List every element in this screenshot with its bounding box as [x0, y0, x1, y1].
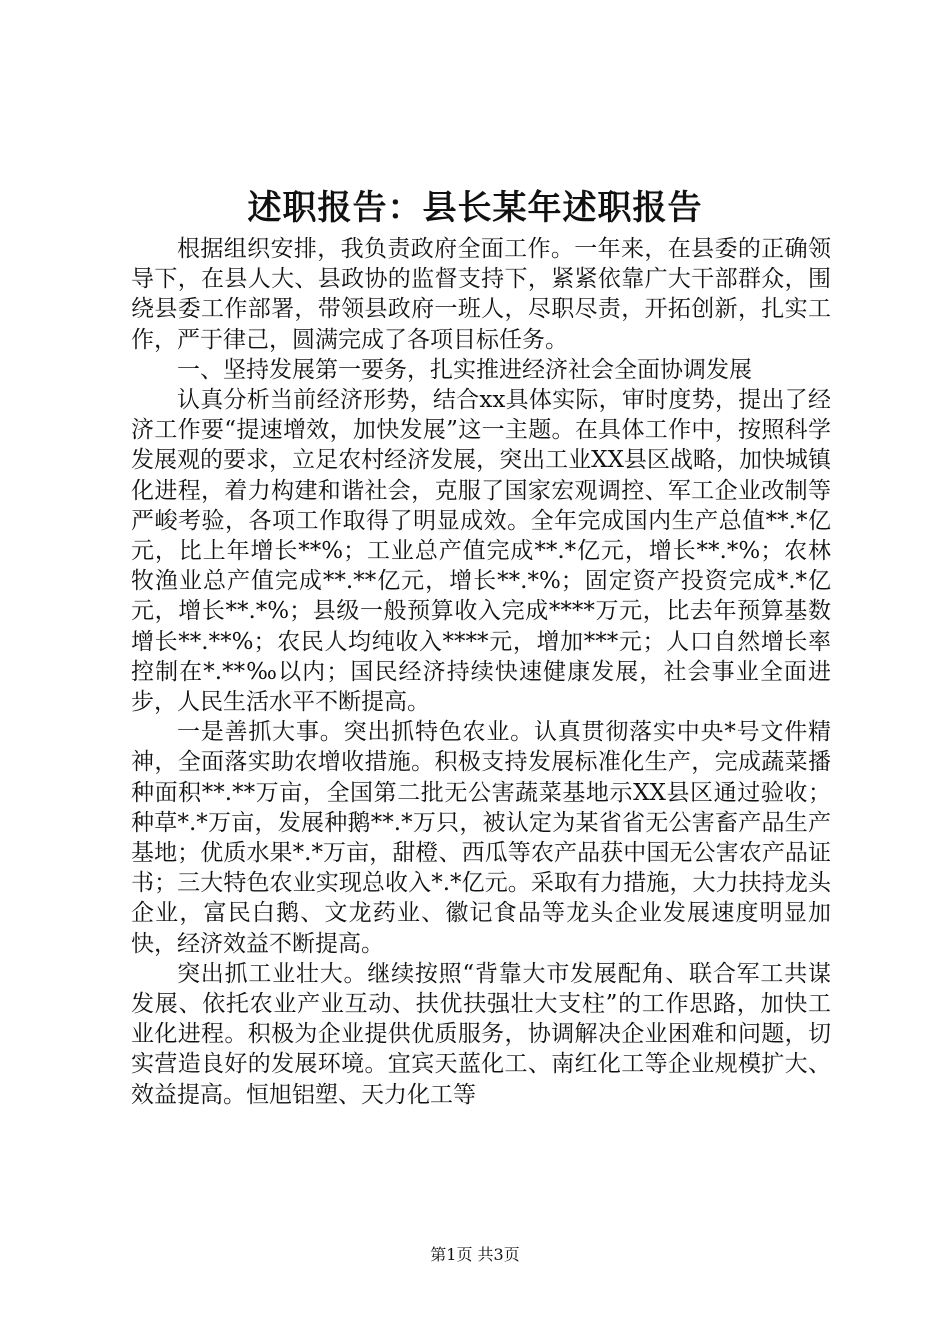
- section-heading-1: 一、坚持发展第一要务，扎实推进经济社会全面协调发展: [177, 356, 752, 383]
- page-title: 述职报告：县长某年述职报告: [247, 188, 703, 228]
- paragraph-industry: 突出抓工业壮大。继续按照“背靠大市发展配角、联合军工共谋发展、依托农业产业互动、扶优扶强壮大支柱”的工作思路，加快工业化进程。积极为企业提供优质服务，协调解决企业困难和问题，切实营造良好的发展环境。宜宾天蓝化工、南红化工等企业规模扩大、效益提高。恒旭铝塑、天力化工等: [131, 960, 831, 1108]
- paragraph-agriculture: 一是善抓大事。突出抓特色农业。认真贯彻落实中央*号文件精神，全面落实助农增收措施。积极支持发展标准化生产，完成蔬菜播种面积**.**万亩，全国第二批无公害蔬菜基地示XX县区通过验收；种草*.*万亩，发展种鹅**.*万只，被认定为某省省无公害畜产品生产基地；优质水果*.*万亩，甜橙、西瓜等农产品获中国无公害农产品证书；三大特色农业实现总收入*.*亿元。采取有力措施，大力扶持龙头企业，富民白鹅、文龙药业、徽记食品等龙头企业发展速度明显加快，经济效益不断提高。: [131, 719, 831, 957]
- document-body: [131, 234, 831, 1110]
- page-footer: 第1页 共3页: [430, 1245, 520, 1264]
- paragraph-intro: 根据组织安排，我负责政府全面工作。一年来，在县委的正确领导下，在县人大、县政协的监督支持下，紧紧依靠广大干部群众，围绕县委工作部署，带领县政府一班人，尽职尽责，开拓创新，扎实工作，严于律己，圆满完成了各项目标任务。: [131, 236, 831, 353]
- paragraph-economy: 认真分析当前经济形势，结合xx具体实际，审时度势，提出了经济工作要“提速增效，加快发展”这一主题。在具体工作中，按照科学发展观的要求，立足农村经济发展，突出工业XX县区战略，加快城镇化进程，着力构建和谐社会，克服了国家宏观调控、军工企业改制等严峻考验，各项工作取得了明显成效。全年完成国内生产总值**.*亿元，比上年增长**%；工业总产值完成**.*亿元，增长**.*%；农林牧渔业总产值完成**.**亿元，增长**.*%；固定资产投资完成*.*亿元，增长**.*%；县级一般预算收入完成****万元，比去年预算基数增长**.**%；农民人均纯收入****元，增加***元；人口自然增长率控制在*.**‰以内；国民经济持续快速健康发展，社会事业全面进步，人民生活水平不断提高。: [131, 387, 831, 716]
